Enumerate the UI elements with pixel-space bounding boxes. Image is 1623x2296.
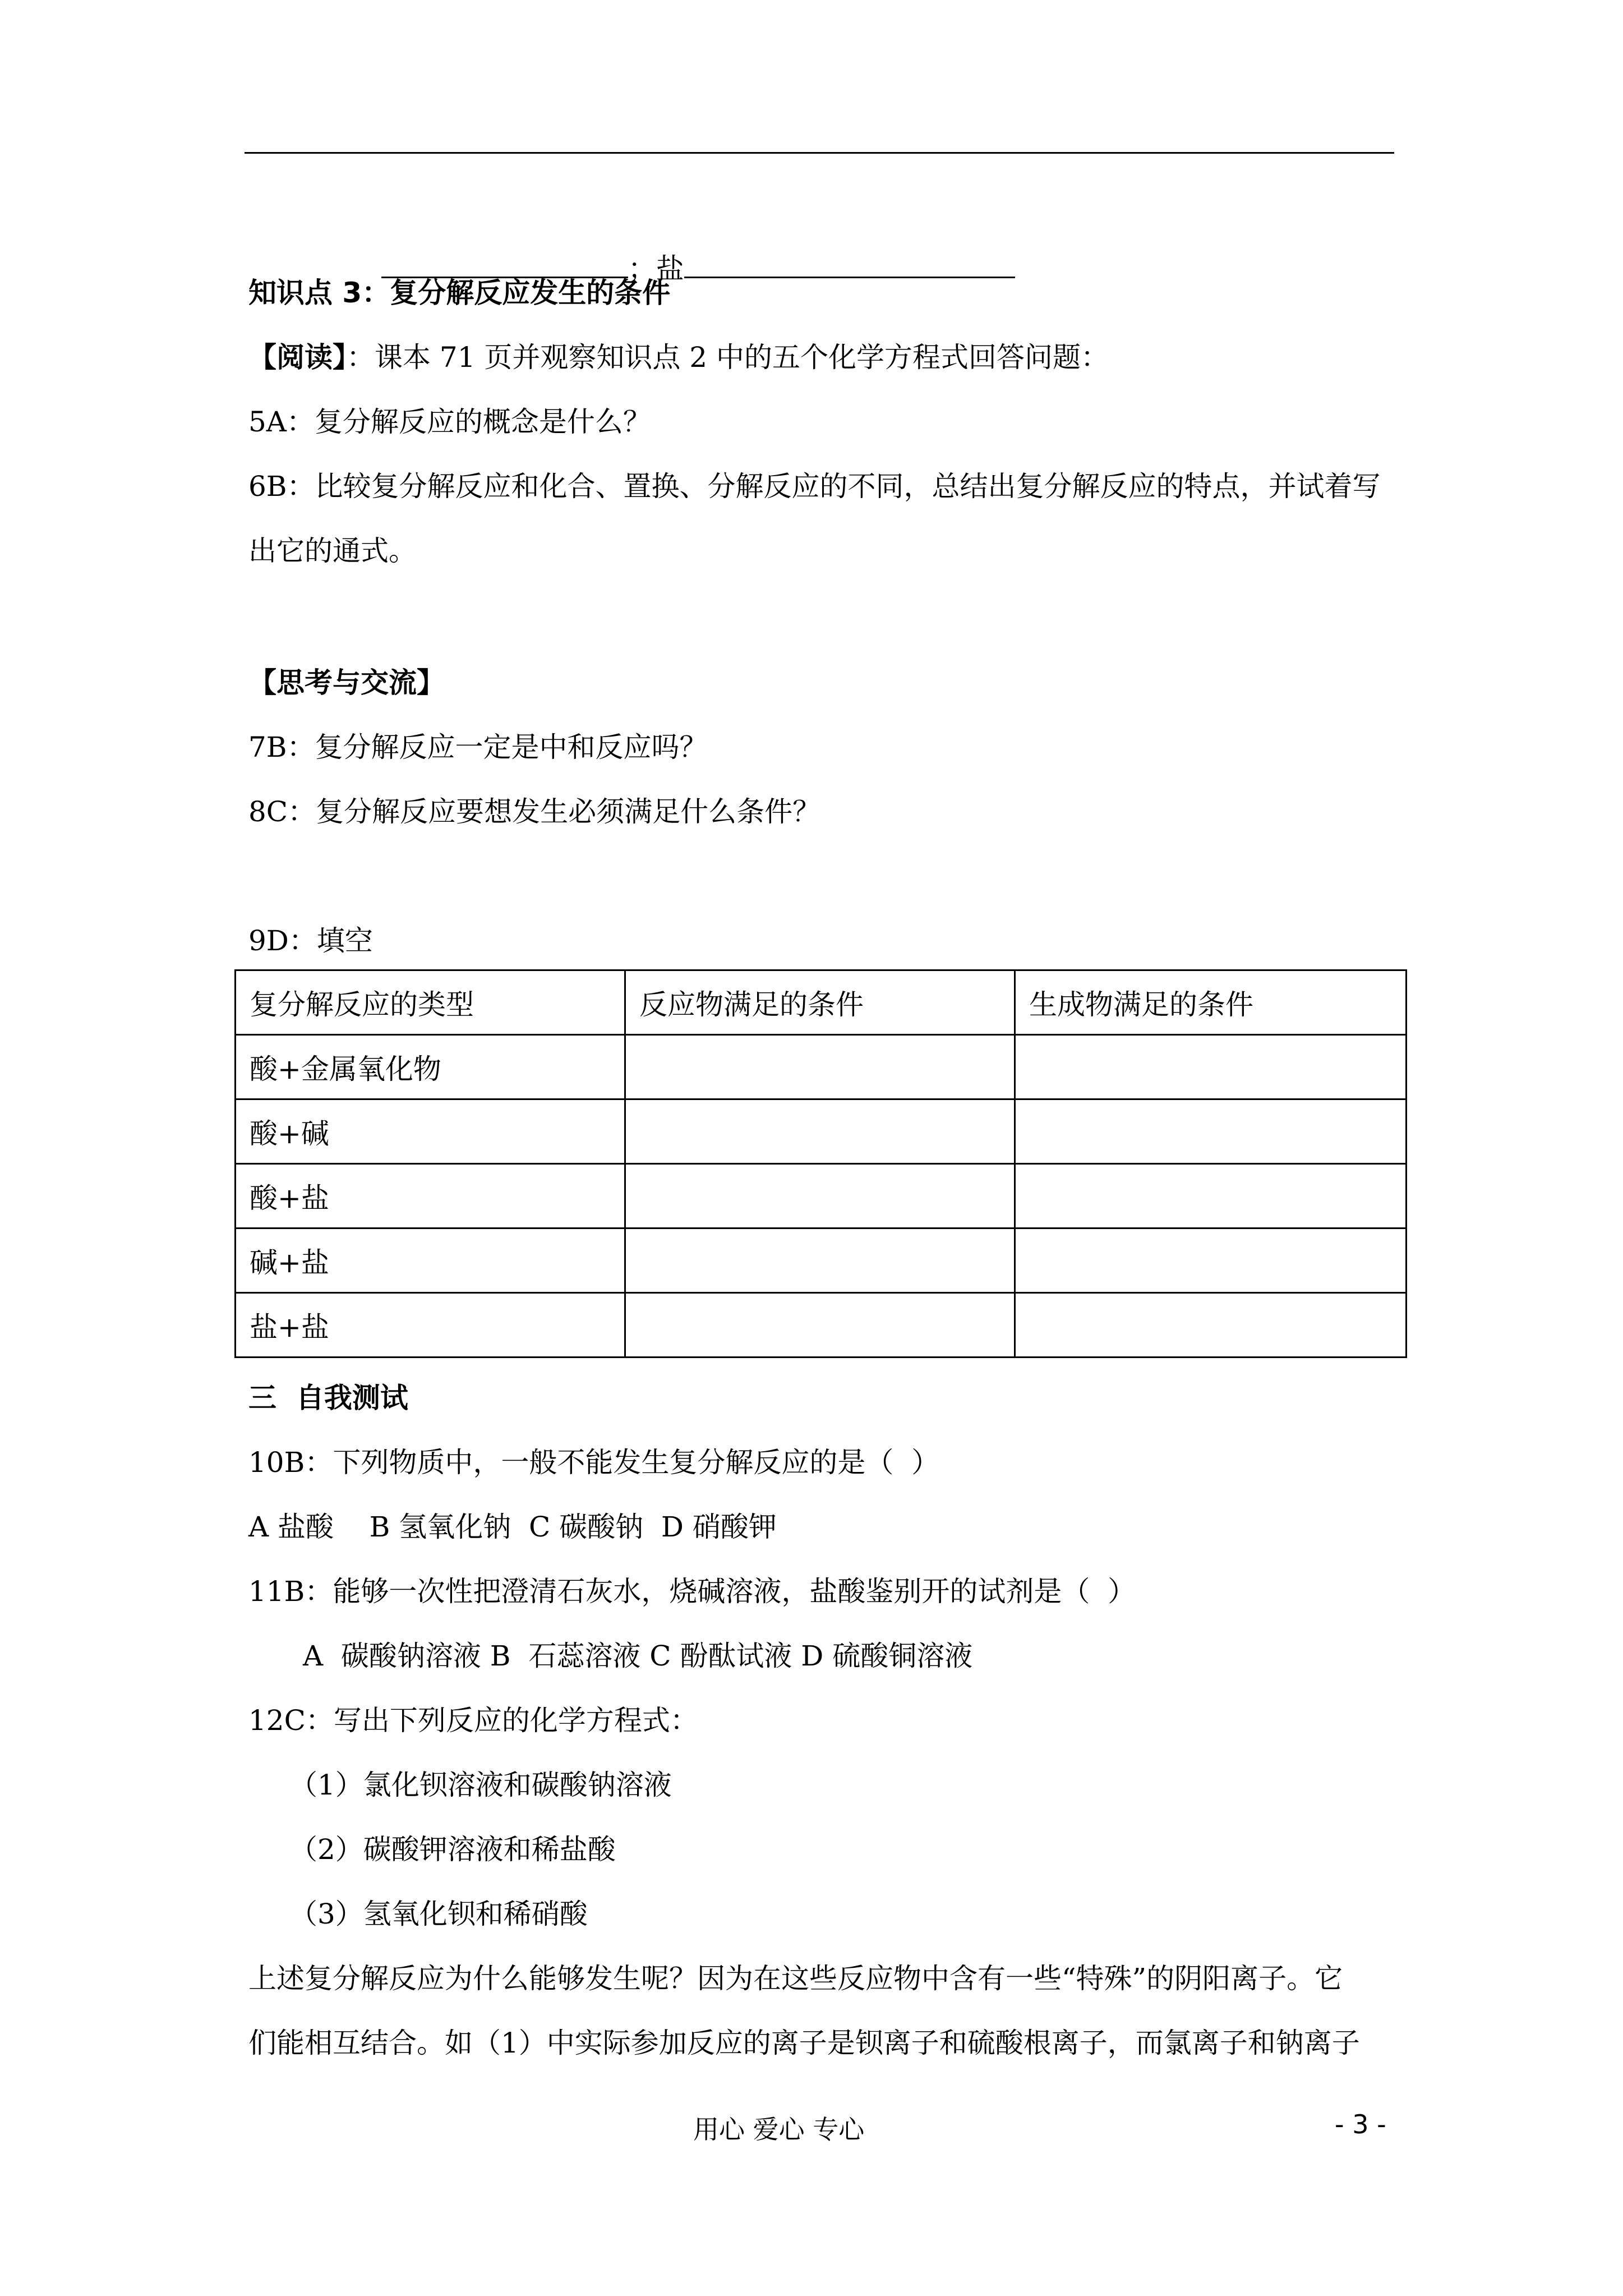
question-10b-options: A 盐酸 B 氢氧化钠 C 碳酸钠 D 硝酸钾 — [248, 1511, 777, 1543]
read-text: ：课本 71 页并观察知识点 2 中的五个化学方程式回答问题： — [347, 341, 1109, 374]
question-10b: 10B：下列物质中，一般不能发生复分解反应的是（ ） — [248, 1446, 940, 1479]
paragraph-line-2: 们能相互结合。如（1）中实际参加反应的离子是钡离子和硫酸根离子，而氯离子和钠离子 — [248, 2027, 1360, 2059]
reactant-condition-cell[interactable] — [625, 1228, 1015, 1293]
product-condition-cell[interactable] — [1015, 1035, 1407, 1099]
question-7b: 7B：复分解反应一定是中和反应吗？ — [248, 731, 708, 763]
question-11b: 11B：能够一次性把澄清石灰水，烧碱溶液，盐酸鉴别开的试剂是（ ） — [248, 1575, 1136, 1608]
table-type-cell: 酸+金属氧化物 — [236, 1035, 625, 1099]
table-row — [236, 1099, 1407, 1164]
question-12c-item: （3）氢氧化钡和稀硝酸 — [289, 1898, 588, 1930]
question-12c-item: （1）氯化钡溶液和碳酸钠溶液 — [289, 1769, 672, 1801]
table-type-cell: 盐+盐 — [236, 1293, 625, 1358]
blank-line — [684, 251, 1015, 278]
question-11b-options: A 碳酸钠溶液 B 石蕊溶液 C 酚酞试液 D 硫酸铜溶液 — [303, 1640, 973, 1672]
heading-knowledge-point-3: 知识点 3：复分解反应发生的条件 — [248, 277, 671, 309]
table-row — [236, 1035, 1407, 1099]
page-number: - 3 - — [1335, 2109, 1386, 2139]
question-12c: 12C：写出下列反应的化学方程式： — [248, 1704, 698, 1737]
blank-separator: ；盐 — [628, 252, 684, 285]
product-condition-cell[interactable] — [1015, 1099, 1407, 1164]
read-label: 【阅读】 — [248, 341, 347, 374]
table-header-row — [236, 970, 1407, 1035]
header-rule — [245, 152, 1394, 154]
table-row — [236, 1164, 1407, 1228]
product-condition-cell[interactable] — [1015, 1164, 1407, 1228]
question-12c-item: （2）碳酸钾溶液和稀盐酸 — [289, 1833, 616, 1866]
reactant-condition-cell[interactable] — [625, 1164, 1015, 1228]
paragraph-line-1: 上述复分解反应为什么能够发生呢？因为在这些反应物中含有一些“特殊”的阴阳离子。它 — [248, 1962, 1343, 1995]
table-header-cell: 反应物满足的条件 — [625, 970, 1015, 1035]
question-6b-line2: 出它的通式。 — [248, 535, 417, 567]
table-type-cell: 碱+盐 — [236, 1228, 625, 1293]
question-5a: 5A：复分解反应的概念是什么？ — [248, 406, 651, 438]
table-type-cell: 酸+盐 — [236, 1164, 625, 1228]
product-condition-cell[interactable] — [1015, 1228, 1407, 1293]
section-3-heading: 三 自我测试 — [248, 1382, 408, 1414]
read-instruction — [248, 339, 1109, 375]
table-type-cell: 酸+碱 — [236, 1099, 625, 1164]
footer-motto: 用心 爱心 专心 — [693, 2114, 865, 2145]
reactant-condition-cell[interactable] — [625, 1035, 1015, 1099]
think-exchange-heading: 【思考与交流】 — [248, 666, 445, 699]
table-header-cell: 生成物满足的条件 — [1015, 970, 1407, 1035]
product-condition-cell[interactable] — [1015, 1293, 1407, 1358]
reactant-condition-cell[interactable] — [625, 1293, 1015, 1358]
table-header-cell: 复分解反应的类型 — [236, 970, 625, 1035]
question-9d: 9D：填空 — [248, 924, 373, 957]
question-8c: 8C：复分解反应要想发生必须满足什么条件？ — [248, 795, 821, 828]
blank-line — [381, 251, 628, 278]
table-row — [236, 1293, 1407, 1358]
table-row — [236, 1228, 1407, 1293]
question-6b-line1: 6B：比较复分解反应和化合、置换、分解反应的不同，总结出复分解反应的特点，并试着写 — [248, 470, 1381, 503]
reactant-condition-cell[interactable] — [625, 1099, 1015, 1164]
fill-in-table — [234, 969, 1407, 1358]
